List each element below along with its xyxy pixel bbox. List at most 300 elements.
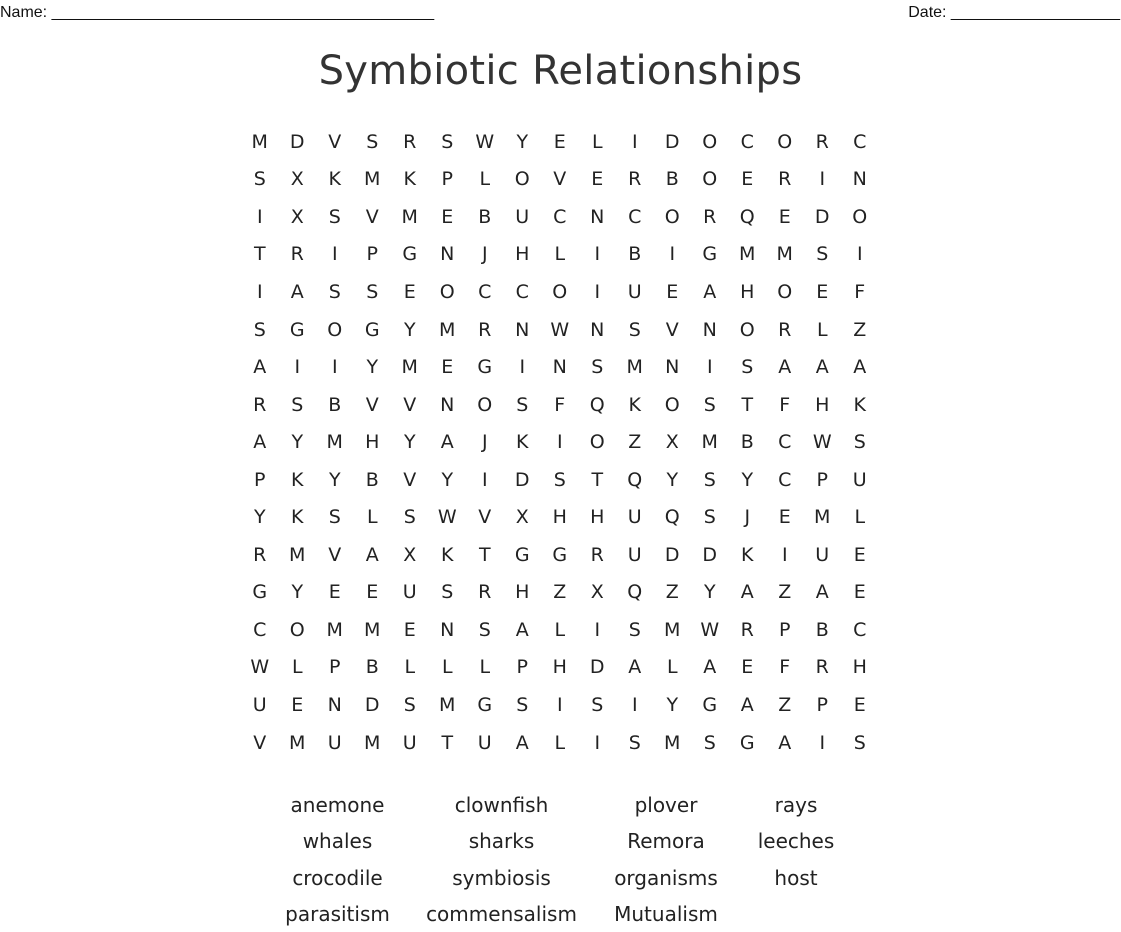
grid-letter[interactable]: X	[515, 506, 529, 529]
grid-letter[interactable]: I	[556, 431, 563, 454]
grid-letter[interactable]: G	[477, 693, 493, 716]
grid-letter[interactable]: X	[403, 543, 417, 566]
word-list-item: whales	[302, 829, 373, 854]
grid-letter[interactable]: P	[366, 243, 378, 266]
grid-letter[interactable]: Y	[666, 468, 679, 491]
grid-letter[interactable]: Y	[666, 693, 679, 716]
grid-letter[interactable]: Q	[627, 468, 643, 491]
word-list-item: crocodile	[292, 865, 383, 890]
grid-letter[interactable]: L	[479, 656, 491, 679]
grid-letter[interactable]: A	[703, 656, 717, 679]
grid-letter[interactable]: I	[669, 243, 676, 266]
grid-letter[interactable]: U	[815, 543, 830, 566]
grid-letter[interactable]: C	[478, 280, 492, 303]
grid-letter[interactable]: M	[251, 130, 268, 153]
grid-letter[interactable]: A	[365, 543, 379, 566]
grid-letter[interactable]: C	[853, 618, 867, 641]
grid-letter[interactable]: R	[403, 130, 417, 153]
grid-letter[interactable]: P	[441, 168, 453, 191]
grid-letter[interactable]: W	[812, 431, 832, 454]
grid-letter[interactable]: Y	[703, 581, 716, 604]
grid-letter[interactable]: E	[853, 581, 866, 604]
grid-letter[interactable]: B	[628, 243, 642, 266]
word-list-item: clownfish	[454, 793, 549, 818]
grid-letter[interactable]: M	[776, 243, 793, 266]
grid-letter[interactable]: E	[366, 581, 379, 604]
grid-letter[interactable]: K	[291, 468, 304, 491]
grid-letter[interactable]: S	[703, 393, 716, 416]
grid-letter[interactable]: V	[665, 318, 679, 341]
grid-letter[interactable]: A	[253, 356, 267, 379]
grid-letter[interactable]: R	[253, 393, 267, 416]
grid-letter[interactable]: O	[664, 393, 680, 416]
name-field[interactable]: Name: ___________________________________________	[0, 4, 435, 21]
grid-letter[interactable]: H	[740, 280, 755, 303]
grid-letter[interactable]: R	[740, 618, 754, 641]
grid-letter[interactable]: G	[702, 693, 718, 716]
grid-letter[interactable]: V	[478, 506, 492, 529]
grid-letter[interactable]: V	[553, 168, 567, 191]
grid-letter[interactable]: M	[289, 543, 306, 566]
grid-letter[interactable]: U	[627, 280, 642, 303]
grid-letter[interactable]: U	[627, 506, 642, 529]
grid-letter[interactable]: O	[477, 393, 493, 416]
grid-letter[interactable]: A	[628, 656, 642, 679]
grid-letter[interactable]: X	[290, 205, 304, 228]
grid-letter[interactable]: W	[550, 318, 570, 341]
grid-letter[interactable]: V	[328, 130, 342, 153]
grid-letter[interactable]: R	[778, 168, 792, 191]
grid-letter[interactable]: O	[852, 205, 868, 228]
grid-letter[interactable]: I	[331, 243, 338, 266]
grid-letter[interactable]: Y	[441, 468, 454, 491]
grid-letter[interactable]: Y	[741, 468, 754, 491]
grid-letter[interactable]: Q	[627, 581, 643, 604]
grid-letter[interactable]: G	[702, 243, 718, 266]
grid-letter[interactable]: S	[366, 280, 379, 303]
grid-letter[interactable]: N	[590, 205, 605, 228]
grid-letter[interactable]: M	[289, 731, 306, 754]
grid-letter[interactable]: U	[327, 731, 342, 754]
grid-letter[interactable]: L	[366, 506, 378, 529]
grid-letter[interactable]: K	[403, 168, 416, 191]
grid-letter[interactable]: Z	[553, 581, 567, 604]
grid-letter[interactable]: K	[628, 393, 641, 416]
grid-letter[interactable]: E	[403, 280, 416, 303]
grid-letter[interactable]: E	[441, 356, 454, 379]
grid-letter[interactable]: B	[478, 205, 492, 228]
grid-letter[interactable]: B	[328, 393, 342, 416]
grid-letter[interactable]: L	[554, 243, 566, 266]
grid-letter[interactable]: R	[478, 318, 492, 341]
grid-letter[interactable]: S	[703, 731, 716, 754]
grid-letter[interactable]: J	[481, 431, 488, 454]
grid-letter[interactable]: F	[779, 656, 791, 679]
grid-letter[interactable]: S	[253, 168, 266, 191]
grid-letter[interactable]: S	[816, 243, 829, 266]
grid-letter[interactable]: Z	[628, 431, 642, 454]
grid-letter[interactable]: S	[328, 506, 341, 529]
grid-letter[interactable]: I	[256, 205, 263, 228]
grid-letter[interactable]: E	[328, 581, 341, 604]
grid-letter[interactable]: S	[591, 693, 604, 716]
grid-letter[interactable]: L	[854, 506, 866, 529]
grid-letter[interactable]: T	[741, 393, 754, 416]
grid-letter[interactable]: M	[626, 356, 643, 379]
grid-letter[interactable]: S	[403, 693, 416, 716]
grid-letter[interactable]: D	[702, 543, 718, 566]
grid-letter[interactable]: E	[291, 693, 304, 716]
grid-letter[interactable]: M	[701, 431, 718, 454]
grid-letter[interactable]: O	[439, 280, 455, 303]
grid-letter[interactable]: I	[594, 618, 601, 641]
grid-letter[interactable]: E	[741, 656, 754, 679]
grid-letter[interactable]: H	[552, 506, 567, 529]
grid-letter[interactable]: S	[441, 130, 454, 153]
grid-letter[interactable]: S	[591, 356, 604, 379]
grid-letter[interactable]: W	[700, 618, 720, 641]
grid-letter[interactable]: S	[366, 130, 379, 153]
grid-letter[interactable]: P	[254, 468, 266, 491]
grid-letter[interactable]: N	[440, 618, 455, 641]
grid-letter[interactable]: V	[403, 468, 417, 491]
grid-letter[interactable]: I	[594, 731, 601, 754]
grid-letter[interactable]: D	[664, 130, 680, 153]
grid-letter[interactable]: P	[516, 656, 528, 679]
word-list-item: leeches	[757, 829, 835, 854]
grid-letter[interactable]: N	[852, 168, 867, 191]
grid-letter[interactable]: I	[481, 468, 488, 491]
grid-letter[interactable]: R	[778, 318, 792, 341]
grid-letter[interactable]: M	[664, 618, 681, 641]
grid-letter[interactable]: H	[515, 581, 530, 604]
grid-letter[interactable]: S	[628, 618, 641, 641]
grid-letter[interactable]: S	[553, 468, 566, 491]
grid-letter[interactable]: M	[401, 356, 418, 379]
grid-letter[interactable]: R	[703, 205, 717, 228]
grid-letter[interactable]: N	[440, 243, 455, 266]
grid-letter[interactable]: A	[515, 618, 529, 641]
word-list-item: Remora	[627, 829, 705, 854]
grid-letter[interactable]: S	[628, 731, 641, 754]
grid-letter[interactable]: O	[514, 168, 530, 191]
grid-letter[interactable]: C	[628, 205, 642, 228]
grid-letter[interactable]: M	[326, 618, 343, 641]
grid-letter[interactable]: V	[253, 731, 267, 754]
grid-letter[interactable]: S	[441, 581, 454, 604]
grid-letter[interactable]: B	[365, 468, 379, 491]
grid-letter[interactable]: P	[329, 656, 341, 679]
grid-letter[interactable]: N	[327, 693, 342, 716]
grid-letter[interactable]: G	[364, 318, 380, 341]
grid-letter[interactable]: I	[294, 356, 301, 379]
grid-letter[interactable]: T	[253, 243, 266, 266]
grid-letter[interactable]: K	[328, 168, 341, 191]
date-field[interactable]: Date: ___________________	[908, 4, 1120, 21]
grid-letter[interactable]: S	[703, 506, 716, 529]
grid-letter[interactable]: Y	[366, 356, 379, 379]
grid-letter[interactable]: Y	[403, 431, 416, 454]
grid-letter[interactable]: L	[591, 130, 603, 153]
grid-letter[interactable]: S	[853, 431, 866, 454]
grid-letter[interactable]: L	[554, 731, 566, 754]
grid-letter[interactable]: G	[739, 731, 755, 754]
grid-letter[interactable]: L	[291, 656, 303, 679]
grid-letter[interactable]: A	[815, 581, 829, 604]
grid-letter[interactable]: N	[590, 318, 605, 341]
grid-letter[interactable]: A	[815, 356, 829, 379]
grid-letter[interactable]: M	[439, 318, 456, 341]
grid-letter[interactable]: L	[441, 656, 453, 679]
grid-letter[interactable]: R	[253, 543, 267, 566]
grid-letter[interactable]: E	[778, 506, 791, 529]
grid-letter[interactable]: G	[552, 543, 568, 566]
grid-letter[interactable]: U	[252, 693, 267, 716]
grid-letter[interactable]: I	[631, 693, 638, 716]
grid-letter[interactable]: E	[403, 618, 416, 641]
grid-letter[interactable]: U	[477, 731, 492, 754]
grid-letter[interactable]: D	[514, 468, 530, 491]
grid-letter[interactable]: P	[779, 618, 791, 641]
grid-letter[interactable]: F	[779, 393, 791, 416]
grid-letter[interactable]: Y	[328, 468, 341, 491]
grid-letter[interactable]: X	[590, 581, 604, 604]
grid-letter[interactable]: C	[853, 130, 867, 153]
grid-letter[interactable]: Z	[778, 693, 792, 716]
grid-letter[interactable]: S	[703, 468, 716, 491]
grid-letter[interactable]: U	[402, 581, 417, 604]
grid-letter[interactable]: I	[594, 280, 601, 303]
grid-letter[interactable]: T	[441, 731, 454, 754]
grid-letter[interactable]: U	[402, 731, 417, 754]
grid-letter[interactable]: L	[554, 618, 566, 641]
grid-letter[interactable]: V	[328, 543, 342, 566]
page-title: Symbiotic Relationships	[318, 48, 803, 94]
grid-letter[interactable]: G	[477, 356, 493, 379]
grid-letter[interactable]: D	[664, 543, 680, 566]
grid-letter[interactable]: T	[591, 468, 604, 491]
grid-letter[interactable]: U	[627, 543, 642, 566]
grid-letter[interactable]: W	[250, 656, 270, 679]
grid-letter[interactable]: X	[665, 431, 679, 454]
grid-letter[interactable]: Y	[291, 431, 304, 454]
grid-letter[interactable]: O	[739, 318, 755, 341]
grid-letter[interactable]: N	[665, 356, 680, 379]
grid-letter[interactable]: E	[816, 280, 829, 303]
grid-letter[interactable]: I	[519, 356, 526, 379]
grid-letter[interactable]: T	[478, 543, 491, 566]
grid-letter[interactable]: K	[441, 543, 454, 566]
grid-letter[interactable]: L	[404, 656, 416, 679]
grid-letter[interactable]: E	[666, 280, 679, 303]
grid-letter[interactable]: Q	[589, 393, 605, 416]
grid-letter[interactable]: S	[291, 393, 304, 416]
grid-letter[interactable]: G	[252, 581, 268, 604]
grid-letter[interactable]: P	[816, 468, 828, 491]
grid-letter[interactable]: K	[853, 393, 866, 416]
grid-letter[interactable]: S	[478, 618, 491, 641]
grid-letter[interactable]: Y	[291, 581, 304, 604]
grid-letter[interactable]: M	[664, 731, 681, 754]
grid-letter[interactable]: C	[515, 280, 529, 303]
grid-letter[interactable]: R	[290, 243, 304, 266]
grid-letter[interactable]: R	[815, 656, 829, 679]
grid-letter[interactable]: O	[702, 130, 718, 153]
grid-letter[interactable]: S	[628, 318, 641, 341]
grid-letter[interactable]: M	[814, 506, 831, 529]
grid-letter[interactable]: S	[741, 356, 754, 379]
grid-letter[interactable]: J	[481, 243, 488, 266]
grid-letter[interactable]: U	[515, 205, 530, 228]
grid-letter[interactable]: M	[439, 693, 456, 716]
grid-letter[interactable]: H	[552, 656, 567, 679]
grid-letter[interactable]: D	[814, 205, 830, 228]
grid-letter[interactable]: O	[327, 318, 343, 341]
grid-letter[interactable]: Q	[664, 506, 680, 529]
grid-letter[interactable]: M	[364, 168, 381, 191]
grid-letter[interactable]: R	[478, 581, 492, 604]
grid-letter[interactable]: S	[253, 318, 266, 341]
grid-letter[interactable]: S	[853, 731, 866, 754]
grid-letter[interactable]: H	[590, 506, 605, 529]
grid-letter[interactable]: H	[515, 243, 530, 266]
grid-letter[interactable]: N	[552, 356, 567, 379]
grid-letter[interactable]: M	[739, 243, 756, 266]
grid-letter[interactable]: L	[816, 318, 828, 341]
grid-letter[interactable]: C	[253, 618, 267, 641]
grid-letter[interactable]: S	[403, 506, 416, 529]
grid-letter[interactable]: L	[479, 168, 491, 191]
grid-letter[interactable]: R	[590, 543, 604, 566]
grid-letter[interactable]: O	[589, 431, 605, 454]
grid-letter[interactable]: X	[290, 168, 304, 191]
grid-letter[interactable]: Y	[253, 506, 266, 529]
grid-letter[interactable]: C	[778, 468, 792, 491]
grid-letter[interactable]: A	[515, 731, 529, 754]
grid-letter[interactable]: B	[740, 431, 754, 454]
grid-letter[interactable]: O	[289, 618, 305, 641]
grid-letter[interactable]: D	[289, 130, 305, 153]
grid-letter[interactable]: V	[365, 393, 379, 416]
grid-letter[interactable]: C	[778, 431, 792, 454]
grid-letter[interactable]: I	[631, 130, 638, 153]
grid-letter[interactable]: O	[777, 130, 793, 153]
grid-letter[interactable]: A	[440, 431, 454, 454]
grid-letter[interactable]: C	[553, 205, 567, 228]
grid-letter[interactable]: A	[853, 356, 867, 379]
grid-letter[interactable]: Z	[853, 318, 867, 341]
grid-letter[interactable]: G	[289, 318, 305, 341]
grid-letter[interactable]: I	[819, 168, 826, 191]
grid-letter[interactable]: L	[666, 656, 678, 679]
grid-letter[interactable]: A	[778, 356, 792, 379]
grid-letter[interactable]: H	[852, 656, 867, 679]
grid-letter[interactable]: S	[328, 205, 341, 228]
grid-letter[interactable]: N	[702, 318, 717, 341]
grid-letter[interactable]: N	[515, 318, 530, 341]
grid-letter[interactable]: U	[852, 468, 867, 491]
grid-letter[interactable]: G	[514, 543, 530, 566]
grid-letter[interactable]: H	[365, 431, 380, 454]
grid-letter[interactable]: F	[854, 280, 866, 303]
grid-letter[interactable]: E	[591, 168, 604, 191]
grid-letter[interactable]: S	[328, 280, 341, 303]
grid-letter[interactable]: Y	[516, 130, 529, 153]
grid-letter[interactable]: A	[703, 280, 717, 303]
grid-letter[interactable]: P	[816, 693, 828, 716]
grid-letter[interactable]: I	[781, 543, 788, 566]
grid-letter[interactable]: I	[819, 731, 826, 754]
grid-letter[interactable]: A	[740, 581, 754, 604]
grid-letter[interactable]: Q	[739, 205, 755, 228]
grid-letter[interactable]: V	[365, 205, 379, 228]
grid-letter[interactable]: Z	[778, 581, 792, 604]
grid-letter[interactable]: W	[475, 130, 495, 153]
word-list-item: sharks	[468, 829, 535, 854]
grid-letter[interactable]: I	[256, 280, 263, 303]
grid-letter[interactable]: I	[706, 356, 713, 379]
grid-letter[interactable]: O	[702, 168, 718, 191]
grid-letter[interactable]: J	[744, 506, 751, 529]
grid-letter[interactable]: C	[740, 130, 754, 153]
grid-letter[interactable]: W	[437, 506, 457, 529]
grid-letter[interactable]: E	[853, 693, 866, 716]
grid-letter[interactable]: S	[516, 693, 529, 716]
grid-letter[interactable]: B	[665, 168, 679, 191]
word-list-item: commensalism	[426, 902, 577, 927]
grid-letter[interactable]: I	[594, 243, 601, 266]
grid-letter[interactable]: B	[815, 618, 829, 641]
grid-letter[interactable]: D	[589, 656, 605, 679]
grid-letter[interactable]: O	[664, 205, 680, 228]
grid-letter[interactable]: M	[364, 731, 381, 754]
grid-letter[interactable]: M	[401, 205, 418, 228]
grid-letter[interactable]: K	[291, 506, 304, 529]
grid-letter[interactable]: I	[856, 243, 863, 266]
grid-letter[interactable]: A	[253, 431, 267, 454]
grid-letter[interactable]: O	[552, 280, 568, 303]
grid-letter[interactable]: K	[741, 543, 754, 566]
grid-letter[interactable]: A	[740, 693, 754, 716]
grid-letter[interactable]: E	[853, 543, 866, 566]
grid-letter[interactable]: A	[778, 731, 792, 754]
grid-letter[interactable]: A	[290, 280, 304, 303]
grid-letter[interactable]: V	[403, 393, 417, 416]
grid-letter[interactable]: M	[326, 431, 343, 454]
grid-letter[interactable]: I	[331, 356, 338, 379]
grid-letter[interactable]: M	[364, 618, 381, 641]
grid-letter[interactable]: K	[516, 431, 529, 454]
grid-letter[interactable]: G	[402, 243, 418, 266]
grid-letter[interactable]: B	[365, 656, 379, 679]
grid-letter[interactable]: R	[628, 168, 642, 191]
grid-letter[interactable]: Z	[665, 581, 679, 604]
grid-letter[interactable]: I	[556, 693, 563, 716]
word-list-item: plover	[634, 793, 698, 818]
grid-letter[interactable]: E	[778, 205, 791, 228]
grid-letter[interactable]: D	[364, 693, 380, 716]
grid-letter[interactable]: Y	[403, 318, 416, 341]
grid-letter[interactable]: E	[441, 205, 454, 228]
grid-letter[interactable]: E	[553, 130, 566, 153]
grid-letter[interactable]: F	[554, 393, 566, 416]
grid-letter[interactable]: O	[777, 280, 793, 303]
grid-letter[interactable]: H	[815, 393, 830, 416]
grid-letter[interactable]: E	[741, 168, 754, 191]
grid-letter[interactable]: R	[815, 130, 829, 153]
grid-letter[interactable]: S	[516, 393, 529, 416]
grid-letter[interactable]: N	[440, 393, 455, 416]
